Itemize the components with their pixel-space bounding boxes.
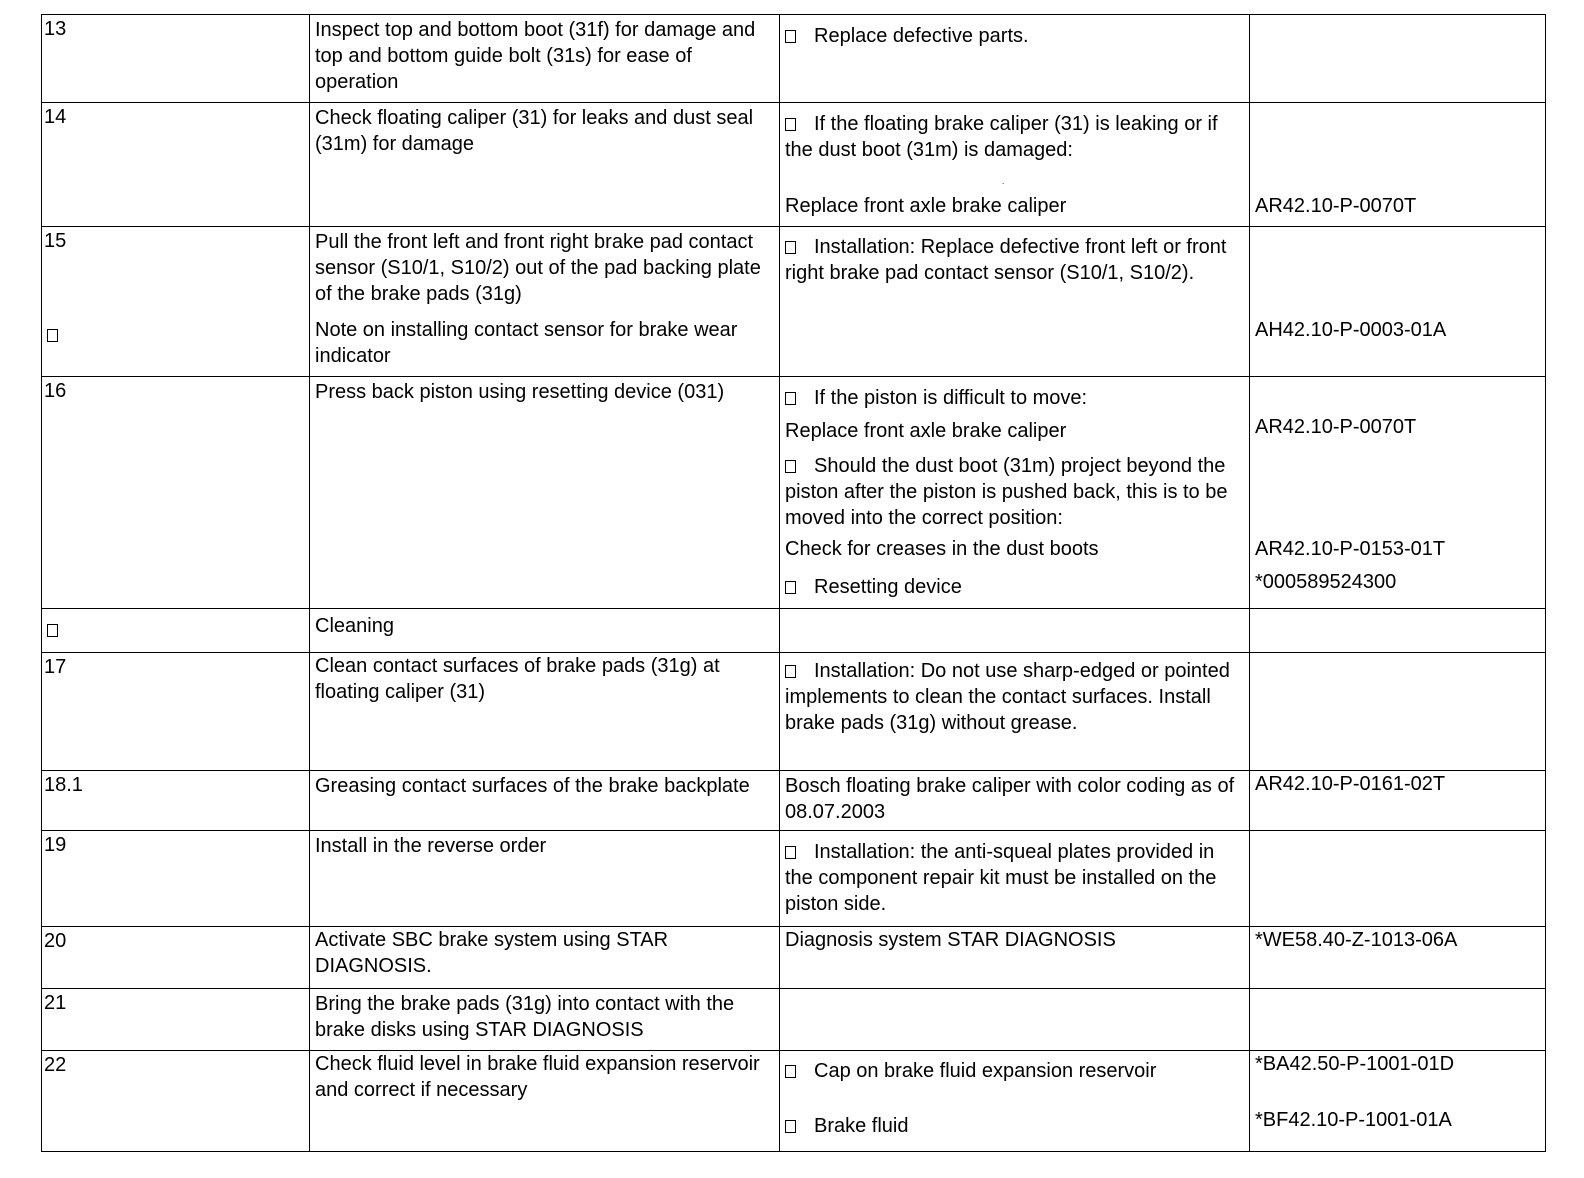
- notes-cell: [780, 927, 1250, 989]
- tool-number: *000589524300: [1255, 571, 1397, 593]
- note-text: Installation: Do not use sharp-edged or pointed implements to clean the contact surfaces. Install brake pads (31g) without grease.: [785, 660, 1230, 734]
- checkbox-icon: [785, 460, 796, 473]
- note-marker-icon: [47, 624, 58, 637]
- checkbox-icon: [785, 241, 796, 254]
- section-heading: Cleaning: [315, 615, 394, 637]
- checkbox-icon: [785, 392, 796, 405]
- checkbox-icon: [785, 665, 796, 678]
- table-row: [42, 653, 1546, 771]
- checkbox-icon: [785, 1065, 796, 1078]
- checkbox-icon: [785, 581, 796, 594]
- note-text: Bosch floating brake caliper with color coding as of 08.07.2003: [785, 775, 1235, 823]
- note-link-text: Note on installing contact sensor for brake wear indicator: [315, 319, 738, 367]
- step-number: 18.1: [44, 774, 83, 796]
- table-row: [42, 103, 1546, 227]
- document-reference: *WE58.40-Z-1013-06A: [1255, 929, 1458, 951]
- note-text: Replace front axle brake caliper: [785, 420, 1067, 442]
- step-cell: [42, 1051, 310, 1152]
- action-text: Press back piston using resetting device (031): [315, 381, 725, 403]
- document-reference: *BA42.50-P-1001-01D: [1255, 1053, 1455, 1075]
- action-cell: [310, 989, 780, 1051]
- note-text: If the floating brake caliper (31) is leaking or if the dust boot (31m) is damaged:: [785, 113, 1218, 161]
- note-text: Replace defective parts.: [814, 25, 1029, 47]
- step-cell: [42, 653, 310, 771]
- table-row: [42, 1051, 1546, 1152]
- step-cell: [42, 609, 310, 653]
- repair-steps-table: [41, 14, 1546, 1152]
- table-row: [42, 989, 1546, 1051]
- step-cell: [42, 927, 310, 989]
- ref-cell: [1250, 15, 1546, 103]
- action-cell: [310, 377, 780, 609]
- document-reference: AH42.10-P-0003-01A: [1255, 319, 1447, 341]
- notes-cell: [780, 653, 1250, 771]
- step-number: 15: [44, 230, 67, 252]
- ref-cell: [1250, 771, 1546, 831]
- note-text: Installation: Replace defective front left or front right brake pad contact sensor (S10/1, S10/2).: [785, 236, 1227, 284]
- notes-cell: [780, 989, 1250, 1051]
- notes-cell: [780, 1051, 1250, 1152]
- action-text: Bring the brake pads (31g) into contact with the brake disks using STAR DIAGNOSIS: [315, 993, 735, 1041]
- step-number: 20: [44, 930, 67, 952]
- table-row: [42, 831, 1546, 927]
- step-cell: [42, 103, 310, 227]
- note-text: Diagnosis system STAR DIAGNOSIS: [785, 929, 1116, 951]
- step-number: 16: [44, 380, 67, 402]
- action-cell: [310, 103, 780, 227]
- ref-cell: [1250, 831, 1546, 927]
- table-row: [42, 377, 1546, 609]
- ref-cell: [1250, 989, 1546, 1051]
- action-text: Pull the front left and front right brake pad contact sensor (S10/1, S10/2) out of the pad backing plate of the brake pads (31g): [315, 231, 761, 305]
- note-text: Should the dust boot (31m) project beyond the piston after the piston is pushed back, this is to be moved into the correct position:: [785, 455, 1228, 529]
- step-cell: [42, 15, 310, 103]
- ref-cell: [1250, 609, 1546, 653]
- note-text: Installation: the anti-squeal plates provided in the component repair kit must be installed on the piston side.: [785, 841, 1217, 915]
- table-row: [42, 227, 1546, 377]
- notes-cell: [780, 227, 1250, 377]
- action-cell: [310, 653, 780, 771]
- action-cell: [310, 227, 780, 377]
- ref-cell: [1250, 927, 1546, 989]
- action-text: Check fluid level in brake fluid expansion reservoir and correct if necessary: [315, 1053, 760, 1101]
- action-cell: [310, 1051, 780, 1152]
- step-number: 17: [44, 656, 67, 678]
- ref-cell: [1250, 227, 1546, 377]
- ref-cell: [1250, 653, 1546, 771]
- step-number: 13: [44, 18, 67, 40]
- notes-cell: [780, 609, 1250, 653]
- ref-cell: [1250, 1051, 1546, 1152]
- action-text: Greasing contact surfaces of the brake backplate: [315, 775, 750, 797]
- notes-cell: [780, 15, 1250, 103]
- checkbox-icon: [785, 846, 796, 859]
- step-number: 22: [44, 1054, 67, 1076]
- table-row: [42, 15, 1546, 103]
- action-text: Activate SBC brake system using STAR DIAGNOSIS.: [315, 929, 669, 977]
- notes-cell: [780, 377, 1250, 609]
- document-reference: AR42.10-P-0070T: [1255, 195, 1417, 217]
- document-reference: AR42.10-P-0161-02T: [1255, 773, 1446, 795]
- step-number: 21: [44, 992, 67, 1014]
- checkbox-icon: [785, 118, 796, 131]
- step-number: 14: [44, 106, 67, 128]
- ref-cell: [1250, 377, 1546, 609]
- document-reference: AR42.10-P-0070T: [1255, 416, 1417, 438]
- step-number: 19: [44, 834, 67, 856]
- checkbox-icon: [785, 30, 796, 43]
- table-row: [42, 927, 1546, 989]
- step-cell: [42, 377, 310, 609]
- action-text: Clean contact surfaces of brake pads (31g) at floating caliper (31): [315, 655, 720, 703]
- document-reference: *BF42.10-P-1001-01A: [1255, 1109, 1452, 1131]
- step-cell: [42, 831, 310, 927]
- table-row: [42, 609, 1546, 653]
- table-row: [42, 771, 1546, 831]
- action-text: Install in the reverse order: [315, 835, 547, 857]
- action-cell: [310, 609, 780, 653]
- note-text: If the piston is difficult to move:: [814, 387, 1088, 409]
- note-text: Brake fluid: [814, 1115, 909, 1137]
- step-cell: [42, 989, 310, 1051]
- action-text: Check floating caliper (31) for leaks and dust seal (31m) for damage: [315, 107, 754, 155]
- note-text: Resetting device: [814, 576, 962, 598]
- notes-cell: [780, 771, 1250, 831]
- action-cell: [310, 15, 780, 103]
- note-text: Cap on brake fluid expansion reservoir: [814, 1060, 1157, 1082]
- notes-cell: [780, 831, 1250, 927]
- document-reference: AR42.10-P-0153-01T: [1255, 538, 1446, 560]
- action-cell: [310, 831, 780, 927]
- step-cell: [42, 771, 310, 831]
- action-text: Inspect top and bottom boot (31f) for damage and top and bottom guide bolt (31s) for ease of operation: [315, 19, 756, 93]
- action-cell: [310, 771, 780, 831]
- checkbox-icon: [785, 1120, 796, 1133]
- notes-cell: If the floating brake caliper (31) is leaking or if the dust boot (31m) is damaged: . Replace front axle brake caliper: [780, 103, 1250, 227]
- note-marker-icon: [47, 329, 58, 342]
- step-cell: [42, 227, 310, 377]
- note-text: Replace front axle brake caliper: [785, 195, 1067, 217]
- note-text: Check for creases in the dust boots: [785, 538, 1099, 560]
- action-cell: [310, 927, 780, 989]
- ref-cell: [1250, 103, 1546, 227]
